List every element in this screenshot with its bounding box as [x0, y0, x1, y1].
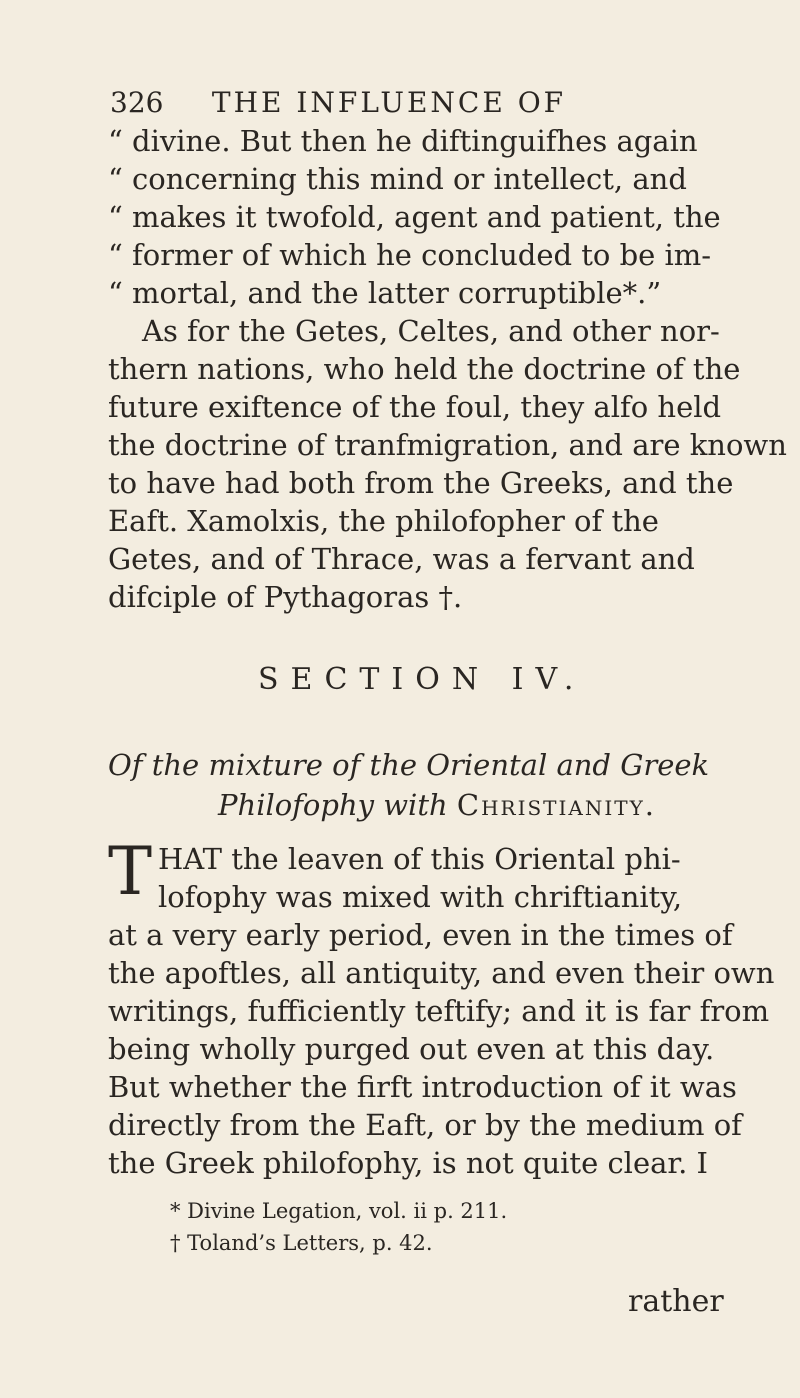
text-line: lofophy was mixed with chriftianity,	[158, 880, 683, 914]
text-line: to have had both from the Greeks, and the	[108, 466, 734, 500]
quote-line: “ makes it twofold, agent and patient, the	[108, 200, 721, 234]
footnote: * Divine Legation, vol. ii p. 211.	[170, 1199, 508, 1223]
footnote: † Toland’s Letters, p. 42.	[170, 1231, 433, 1255]
subtitle-line: Philofophy with Christianity.	[218, 788, 657, 822]
text-line: directly from the Eaft, or by the medium of	[108, 1108, 742, 1142]
quote-line: “ divine. But then he diftinguifhes again	[108, 124, 698, 158]
paragraph-getes	[108, 312, 787, 616]
text-line: But whether the firft introduction of it was	[108, 1070, 737, 1104]
section-heading: SECTION IV.	[258, 662, 586, 697]
text-line: being wholly purged out even at this day.	[108, 1032, 715, 1066]
text-line: the doctrine of tranfmigration, and are known	[108, 428, 787, 462]
paragraph-leaven	[108, 833, 788, 1182]
quotation	[108, 122, 768, 312]
text-line: Getes, and of Thrace, was a fervant and	[108, 542, 695, 576]
quote-line: “ former of which he concluded to be im-	[108, 238, 712, 272]
text-line: future exiftence of the foul, they alfo held	[108, 390, 722, 424]
text-line: writings, fufficiently teftify; and it is far from	[108, 994, 770, 1028]
text-line: the Greek philofophy, is not quite clear. I	[108, 1146, 708, 1180]
text-block	[108, 122, 787, 616]
footnotes	[170, 1195, 507, 1259]
text-line: As for the Getes, Celtes, and other nor-	[142, 314, 720, 348]
page-number: 326	[110, 86, 164, 119]
running-title: THE INFLUENCE OF	[211, 86, 567, 119]
quote-line: “ concerning this mind or intellect, and	[108, 162, 687, 196]
text-line: at a very early period, even in the times of	[108, 918, 733, 952]
drop-cap: T	[108, 833, 153, 910]
text-line: difciple of Pythagoras †.	[108, 580, 463, 614]
subtitle-line: Of the mixture of the Oriental and Greek	[108, 748, 710, 782]
running-header	[110, 86, 710, 119]
text-line: thern nations, who held the doctrine of the	[108, 352, 741, 386]
section-subtitle	[108, 745, 788, 825]
catchword: rather	[628, 1284, 724, 1319]
text-line: the apoftles, all antiquity, and even their own	[108, 956, 775, 990]
text-line: Eaft. Xamolxis, the philofopher of the	[108, 504, 659, 538]
text-line: HAT the leaven of this Oriental phi-	[158, 842, 681, 876]
quote-line: “ mortal, and the latter corruptible*.”	[108, 276, 662, 310]
